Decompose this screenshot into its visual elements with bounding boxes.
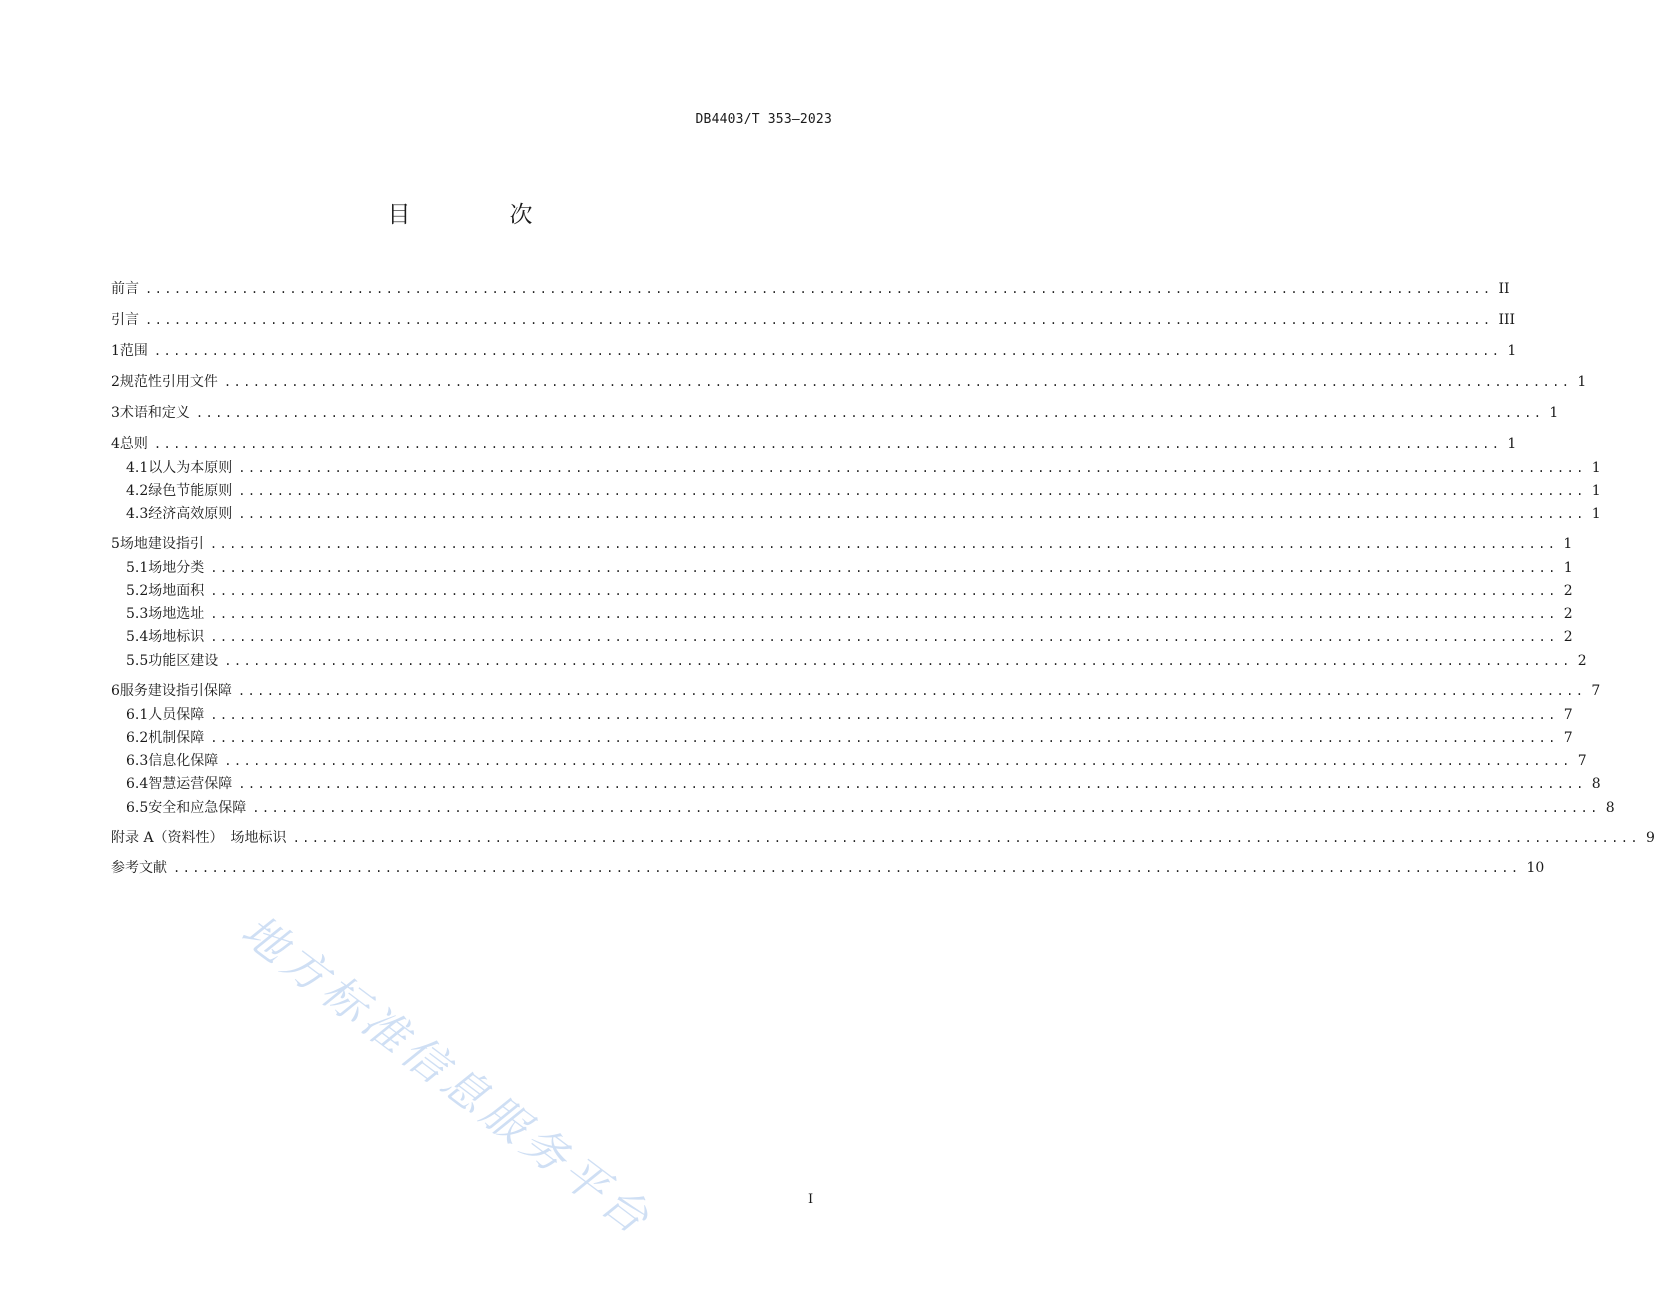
toc-entry[interactable] bbox=[111, 533, 1573, 555]
toc-entry-page: 1 bbox=[1563, 560, 1573, 576]
toc-entry-page: 7 bbox=[1591, 683, 1601, 699]
toc-entry[interactable] bbox=[126, 557, 1573, 579]
toc-entry-number: 3 bbox=[111, 405, 120, 421]
toc-entry-page: II bbox=[1498, 281, 1510, 297]
dot-leader: ............................................................................................................................................ bbox=[210, 630, 1558, 644]
toc-entry-label: 引言 bbox=[111, 312, 139, 328]
toc-entry-label: 场地标识 bbox=[148, 629, 205, 645]
dot-leader: ............................................................................................................................................ bbox=[238, 484, 1586, 498]
document-code: DB4403/T 353—2023 bbox=[695, 112, 832, 127]
toc-entry[interactable] bbox=[111, 402, 1559, 424]
toc-entry-page: 1 bbox=[1549, 405, 1559, 421]
toc-entry-label: 附录 A（资料性） 场地标识 bbox=[111, 830, 287, 846]
dot-leader: ............................................................................................................................................ bbox=[153, 344, 1502, 358]
toc-entry-number: 6.2 bbox=[126, 730, 149, 746]
dot-leader: ............................................................................................................................................ bbox=[195, 406, 1544, 420]
toc-entry-label: 机制保障 bbox=[148, 730, 205, 746]
toc-entry-label: 功能区建设 bbox=[148, 653, 219, 669]
watermark: 地方标准信息服务平台 bbox=[231, 905, 662, 1247]
dot-leader: ............................................................................................................................................ bbox=[238, 777, 1586, 791]
toc-entry[interactable] bbox=[126, 750, 1587, 772]
toc-entry-number: 6.1 bbox=[126, 707, 149, 723]
toc-entry-label: 场地选址 bbox=[148, 606, 205, 622]
toc-entry-label: 前言 bbox=[111, 281, 139, 297]
toc-entry[interactable] bbox=[126, 727, 1573, 749]
toc-entry-label: 以人为本原则 bbox=[148, 460, 233, 476]
toc-entry-label: 术语和定义 bbox=[119, 405, 190, 421]
toc-entry-number: 4 bbox=[111, 436, 120, 452]
toc-entry-number: 4.2 bbox=[126, 483, 149, 499]
toc-entry-label: 参考文献 bbox=[111, 860, 167, 876]
toc-entry-page: 1 bbox=[1591, 460, 1601, 476]
toc-entry-number: 1 bbox=[111, 343, 120, 359]
toc-entry-number: 5.2 bbox=[126, 583, 149, 599]
dot-leader: ............................................................................................................................................ bbox=[252, 801, 1600, 815]
toc-entry[interactable] bbox=[111, 857, 1545, 879]
toc-entry-number: 4.1 bbox=[126, 460, 149, 476]
toc-entry[interactable] bbox=[126, 503, 1601, 525]
toc-entry-label: 经济高效原则 bbox=[148, 506, 233, 522]
toc-entry-label: 绿色节能原则 bbox=[148, 483, 233, 499]
toc-entry-page: 7 bbox=[1563, 707, 1573, 723]
toc-entry-label: 智慧运营保障 bbox=[148, 776, 233, 792]
dot-leader: ............................................................................................................................................ bbox=[209, 537, 1558, 551]
toc-entry-number: 5.3 bbox=[126, 606, 149, 622]
dot-leader: ............................................................................................................................................ bbox=[210, 731, 1558, 745]
toc-entry-page: 1 bbox=[1591, 506, 1601, 522]
toc-entry-page: 1 bbox=[1507, 436, 1517, 452]
dot-leader: ............................................................................................................................................ bbox=[145, 313, 1493, 327]
toc-entry-number: 2 bbox=[111, 374, 120, 390]
page-number: I bbox=[808, 1192, 814, 1207]
toc-entry-page: 7 bbox=[1563, 730, 1573, 746]
toc-entry[interactable] bbox=[111, 371, 1587, 393]
toc-entry-page: 1 bbox=[1591, 483, 1601, 499]
toc-entry-page: 1 bbox=[1577, 374, 1587, 390]
dot-leader: ............................................................................................................................................ bbox=[223, 375, 1572, 389]
toc-entry-label: 安全和应急保障 bbox=[148, 800, 247, 816]
toc-entry[interactable] bbox=[111, 680, 1601, 702]
toc-entry[interactable] bbox=[111, 827, 1655, 849]
toc-entry[interactable] bbox=[126, 603, 1573, 625]
toc-entry-number: 5.4 bbox=[126, 629, 149, 645]
toc-entry[interactable] bbox=[126, 580, 1573, 602]
dot-leader: ............................................................................................................................................ bbox=[210, 584, 1558, 598]
toc-entry-page: 1 bbox=[1563, 536, 1573, 552]
dot-leader: ............................................................................................................................................ bbox=[237, 684, 1586, 698]
toc-entry-number: 5.1 bbox=[126, 560, 149, 576]
toc-entry-page: 2 bbox=[1563, 606, 1573, 622]
toc-entry[interactable] bbox=[126, 626, 1573, 648]
toc-entry-number: 5 bbox=[111, 536, 120, 552]
dot-leader: ............................................................................................................................................ bbox=[238, 507, 1586, 521]
toc-entry-number: 6 bbox=[111, 683, 120, 699]
toc-entry[interactable] bbox=[126, 480, 1601, 502]
toc-entry[interactable] bbox=[111, 433, 1517, 455]
toc-entry[interactable] bbox=[126, 797, 1615, 819]
toc-entry-label: 信息化保障 bbox=[148, 753, 219, 769]
toc-entry[interactable] bbox=[111, 340, 1517, 362]
toc-entry-page: 9 bbox=[1646, 830, 1655, 846]
dot-leader: ............................................................................................................................................ bbox=[153, 437, 1502, 451]
toc-entry-page: 8 bbox=[1605, 800, 1615, 816]
toc-entry-label: 场地面积 bbox=[148, 583, 205, 599]
toc-entry-number: 4.3 bbox=[126, 506, 149, 522]
toc-title: 目 次 bbox=[387, 202, 571, 228]
toc-entry-page: 1 bbox=[1507, 343, 1517, 359]
toc-entry-page: 8 bbox=[1591, 776, 1601, 792]
toc-entry-number: 5.5 bbox=[126, 653, 149, 669]
toc-entry-label: 场地分类 bbox=[148, 560, 205, 576]
dot-leader: ............................................................................................................................................ bbox=[238, 461, 1586, 475]
toc-entry-page: 7 bbox=[1577, 753, 1587, 769]
toc-entry-label: 范围 bbox=[119, 343, 148, 359]
toc-entry-page: 2 bbox=[1563, 629, 1573, 645]
dot-leader: ............................................................................................................................................ bbox=[210, 607, 1558, 621]
dot-leader: ............................................................................................................................................ bbox=[173, 861, 1521, 875]
toc-entry-number: 6.3 bbox=[126, 753, 149, 769]
toc-entry[interactable] bbox=[126, 773, 1601, 795]
toc-entry[interactable] bbox=[126, 650, 1587, 672]
toc-entry-label: 场地建设指引 bbox=[119, 536, 204, 552]
toc-entry-page: 10 bbox=[1526, 860, 1545, 876]
dot-leader: ............................................................................................................................................ bbox=[210, 561, 1558, 575]
dot-leader: ............................................................................................................................................ bbox=[224, 754, 1572, 768]
toc-entry-label: 规范性引用文件 bbox=[119, 374, 218, 390]
toc-entry-label: 总则 bbox=[119, 436, 148, 452]
toc-entry-number: 6.5 bbox=[126, 800, 149, 816]
toc-entry-page: III bbox=[1498, 312, 1516, 328]
dot-leader: ............................................................................................................................................ bbox=[292, 831, 1641, 845]
toc-entry[interactable] bbox=[111, 309, 1516, 331]
toc-entry[interactable] bbox=[126, 457, 1601, 479]
dot-leader: ............................................................................................................................................ bbox=[210, 708, 1558, 722]
toc-entry[interactable] bbox=[126, 704, 1573, 726]
toc-entry-label: 人员保障 bbox=[148, 707, 205, 723]
dot-leader: ............................................................................................................................................ bbox=[224, 654, 1572, 668]
toc-entry-label: 服务建设指引保障 bbox=[119, 683, 232, 699]
toc-entry-number: 6.4 bbox=[126, 776, 149, 792]
toc-entry-page: 2 bbox=[1563, 583, 1573, 599]
toc-entry[interactable] bbox=[111, 278, 1510, 300]
toc-entry-page: 2 bbox=[1577, 653, 1587, 669]
dot-leader: ............................................................................................................................................ bbox=[145, 282, 1493, 296]
